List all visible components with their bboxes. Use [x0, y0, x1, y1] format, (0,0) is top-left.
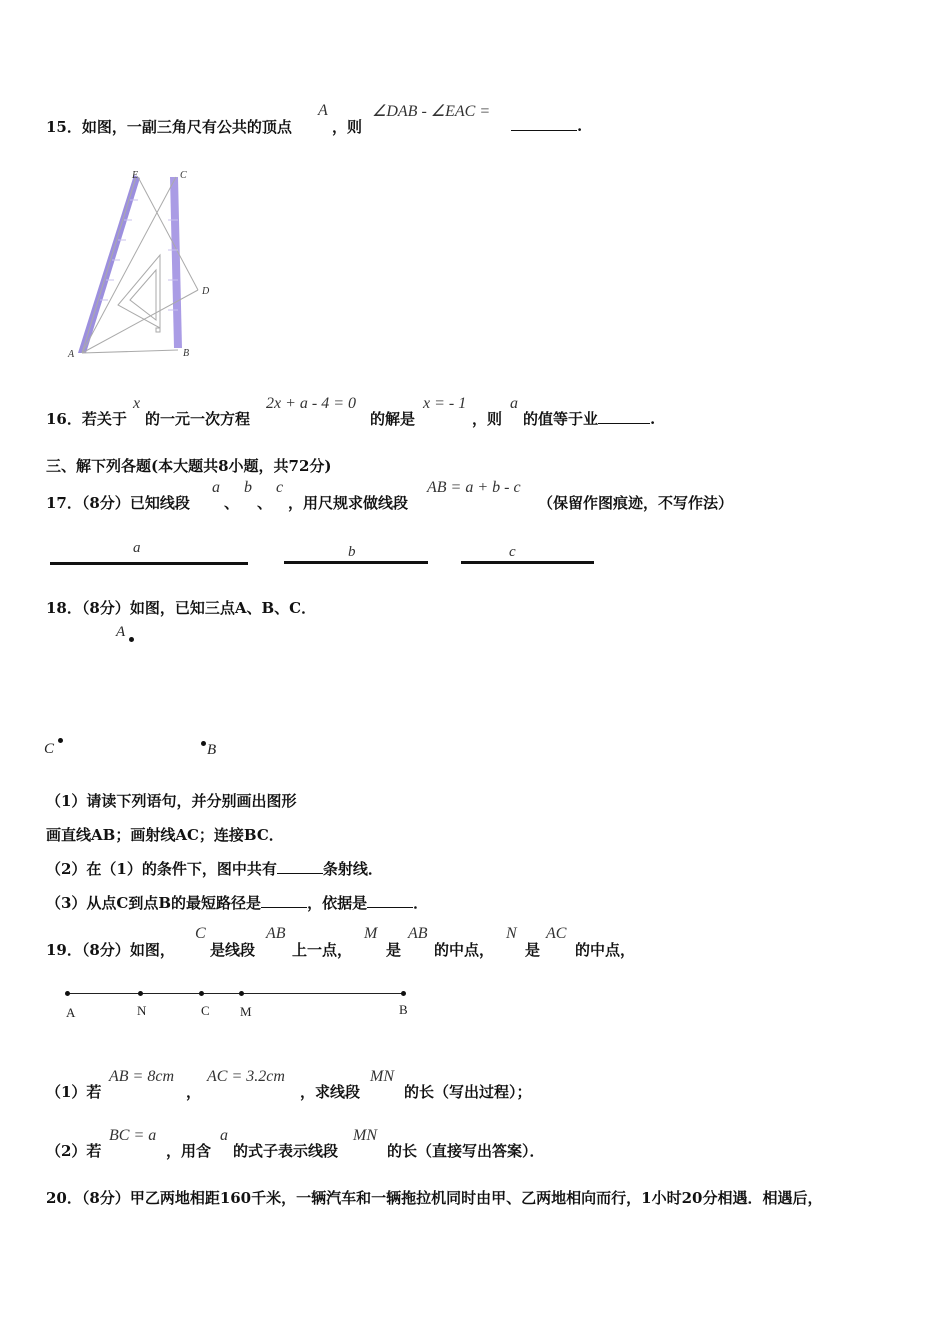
- q19-part-1a: （1）若: [46, 1083, 102, 1101]
- q16-var-a: a: [510, 395, 518, 412]
- q19-var-AC: AC: [546, 925, 567, 942]
- line-point-A: [65, 991, 70, 996]
- q19-number: 19．: [46, 941, 82, 959]
- q17-line: [46, 492, 190, 513]
- q15-expression: ∠DAB - ∠EAC =: [372, 103, 491, 120]
- section-3-heading: 三、解下列各题(本大题共8小题，共72分): [46, 457, 332, 475]
- q17-var-c: c: [276, 479, 284, 496]
- q15-number: 15．: [46, 118, 82, 136]
- segment-b-label: b: [348, 544, 356, 560]
- q19-var-N: N: [506, 925, 517, 942]
- q16-text-5: 的值等于业: [523, 410, 599, 428]
- line-label-N: N: [137, 1003, 147, 1018]
- line-point-N: [138, 991, 143, 996]
- point-B: [201, 741, 206, 746]
- q18-number: 18．: [46, 599, 82, 617]
- q16-end: .: [650, 410, 656, 428]
- q16-tail: [523, 408, 655, 429]
- q17-text-2: ，用尺规求做线段: [288, 494, 409, 512]
- ruler-cb: [170, 177, 182, 348]
- q15-text-2: ，则: [332, 118, 363, 136]
- q19-text-5: 的中点，: [434, 941, 495, 959]
- q16-number: 16．: [46, 410, 82, 428]
- q19-part-1c: 的长（写出过程）；: [404, 1083, 532, 1101]
- segment-c-label: c: [509, 544, 516, 560]
- edge-ed: [138, 177, 198, 290]
- q19-text-7: 的中点，: [575, 941, 636, 959]
- q17-text-1: 已知线段: [129, 494, 190, 512]
- q17-sep-1: 、: [224, 494, 240, 512]
- q18-part-1: （1）请读下列语句，并分别画出图形: [46, 792, 297, 810]
- inner-triangle-1: [118, 255, 160, 328]
- q18-part-3: [46, 892, 428, 913]
- q20-score: （8分）: [81, 1189, 130, 1207]
- q19-part-1-eq-1: AB = 8cm: [109, 1068, 174, 1085]
- q19-text-1: 如图，: [129, 941, 175, 959]
- q17-score: （8分）: [81, 494, 130, 512]
- q16-solution: x = - 1: [423, 395, 467, 412]
- q15-line: [46, 116, 292, 137]
- q17-number: 17．: [46, 494, 82, 512]
- point-A-label: A: [116, 624, 126, 640]
- q19-part-1-sep: ，: [186, 1083, 202, 1101]
- label-A: A: [68, 349, 75, 360]
- q15-answer-line: [511, 116, 582, 135]
- q19-part-1b: ，求线段: [300, 1083, 361, 1101]
- q19-part-2-a: a: [220, 1127, 228, 1144]
- q15-answer-blank[interactable]: [511, 116, 577, 131]
- point-A: [129, 637, 134, 642]
- inner-triangle-2: [130, 270, 156, 320]
- line-label-C: C: [201, 1003, 210, 1018]
- q19-line: [46, 939, 175, 960]
- segment-ab-line: [68, 993, 404, 994]
- q18-part-2b: 条射线．: [322, 860, 383, 878]
- q17-var-b: b: [244, 479, 252, 496]
- q17-text-3: （保留作图痕迹，不写作法）: [538, 494, 734, 512]
- line-label-M: M: [240, 1004, 252, 1019]
- segment-a-label: a: [133, 540, 141, 556]
- q19-score: （8分）: [81, 941, 130, 959]
- point-B-label: B: [207, 742, 217, 758]
- q20-text: 甲乙两地相距160千米，一辆汽车和一辆拖拉机同时由甲、乙两地相向而行，1小时20分相遇．相遇后，: [129, 1189, 823, 1207]
- segment-b: [284, 561, 428, 564]
- q18-text-1: 如图，已知三点A、B、C．: [129, 599, 317, 617]
- line-label-A: A: [66, 1005, 76, 1020]
- q18-line: [46, 597, 316, 618]
- q19-text-2: 是线段: [210, 941, 256, 959]
- q18-score: （8分）: [81, 599, 130, 617]
- q19-text-4: 是: [386, 941, 402, 959]
- q15-var-A: A: [318, 102, 328, 119]
- q19-text-6: 是: [525, 941, 541, 959]
- q19-part-2d: 的长（直接写出答案）．: [387, 1142, 545, 1160]
- segment-c: [461, 561, 594, 564]
- set-square-figure: [60, 160, 230, 365]
- q19-part-2c: 的式子表示线段: [233, 1142, 339, 1160]
- segment-a: [50, 562, 248, 565]
- q17-expression: AB = a + b - c: [427, 479, 521, 496]
- q18-part-1b: 画直线AB；画射线AC；连接BC．: [46, 826, 284, 844]
- q19-part-2-MN: MN: [353, 1127, 377, 1144]
- label-B: B: [183, 348, 190, 359]
- q20-line: [46, 1187, 822, 1208]
- edge-ab: [82, 350, 178, 353]
- q19-part-1-MN: MN: [370, 1068, 394, 1085]
- q16-line: [46, 408, 127, 429]
- line-label-B: B: [399, 1002, 408, 1017]
- q19-part-2b: ，用含: [166, 1142, 212, 1160]
- q20-number: 20．: [46, 1189, 82, 1207]
- q19-var-M: M: [364, 925, 378, 942]
- edge-ae: [82, 177, 136, 353]
- q18-blank-path[interactable]: [261, 893, 307, 908]
- q18-part-3a: （3）从点C到点B的最短路径是: [46, 894, 262, 912]
- q16-text-4: ，则: [472, 410, 503, 428]
- q17-var-a: a: [212, 479, 220, 496]
- q19-var-C: C: [195, 925, 206, 942]
- line-point-B: [401, 991, 406, 996]
- q17-sep-2: 、: [257, 494, 273, 512]
- line-point-C: [199, 991, 204, 996]
- q16-text-3: 的解是: [370, 410, 416, 428]
- label-E: E: [132, 170, 139, 181]
- q16-answer-blank[interactable]: [598, 409, 650, 424]
- q19-part-2a: （2）若: [46, 1142, 102, 1160]
- q19-part-2-eq: BC = a: [109, 1127, 157, 1144]
- q18-part-2: [46, 858, 383, 879]
- label-D: D: [202, 286, 210, 297]
- line-point-M: [239, 991, 244, 996]
- q18-part-3b: ，依据是: [307, 894, 368, 912]
- q18-part-3c: ．: [413, 894, 429, 912]
- right-angle-mark: [156, 328, 160, 332]
- q16-text-1: 若关于: [81, 410, 127, 428]
- q19-var-AB-2: AB: [408, 925, 428, 942]
- q18-blank-rays[interactable]: [277, 859, 323, 874]
- q16-equation: 2x + a - 4 = 0: [266, 395, 357, 412]
- q15-end: .: [577, 117, 583, 135]
- point-C-label: C: [44, 741, 55, 757]
- label-C: C: [180, 170, 187, 181]
- q18-part-2a: （2）在（1）的条件下，图中共有: [46, 860, 277, 878]
- q16-var-x: x: [133, 395, 141, 412]
- q16-text-2: 的一元一次方程: [145, 410, 251, 428]
- q15-text-1: 如图，一副三角尺有公共的顶点: [81, 118, 292, 136]
- q19-var-AB: AB: [266, 925, 286, 942]
- q19-text-3: 上一点，: [292, 941, 353, 959]
- q18-blank-reason[interactable]: [367, 893, 413, 908]
- point-C: [58, 738, 63, 743]
- q19-part-1-eq-2: AC = 3.2cm: [207, 1068, 285, 1085]
